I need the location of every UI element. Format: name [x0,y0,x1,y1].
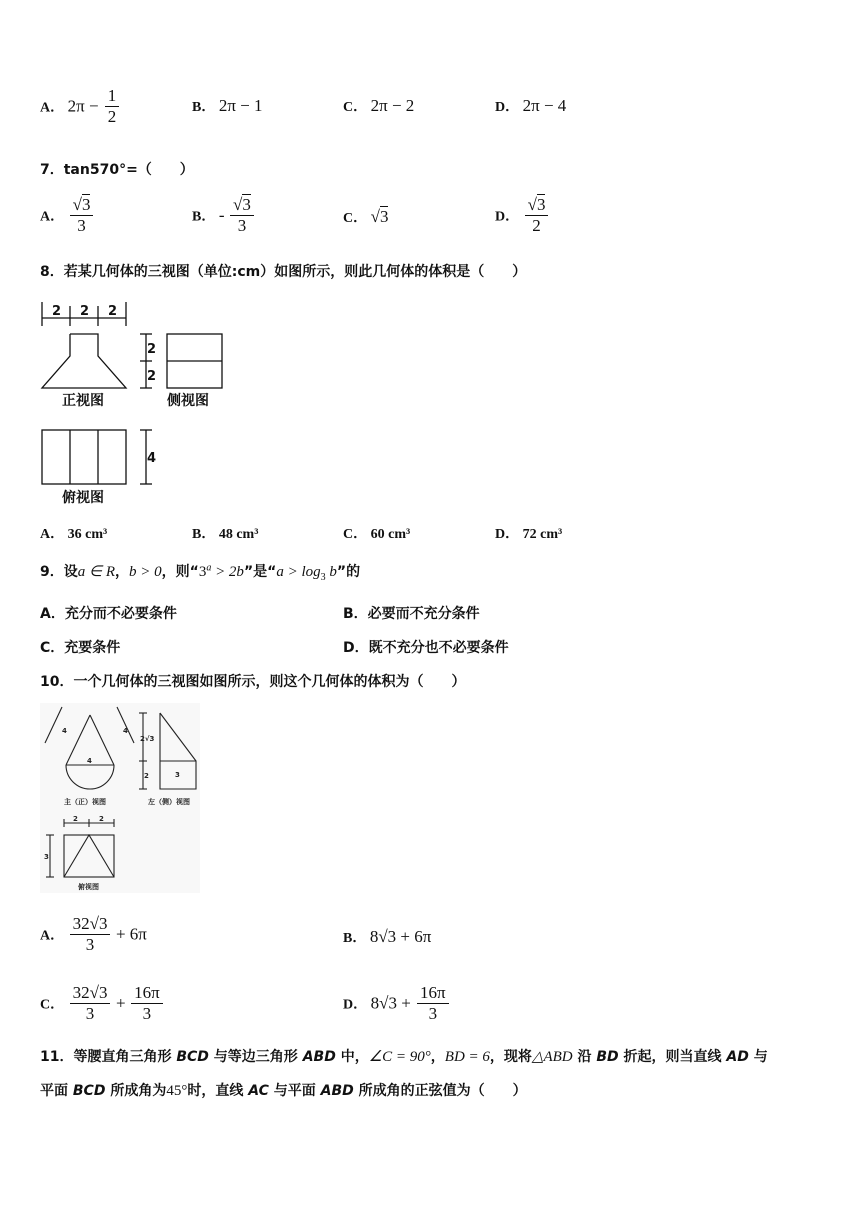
q7-option-b[interactable] [192,195,256,236]
option-label: D． [343,997,368,1013]
denominator: 3 [77,216,86,235]
q11-text: ，现将 [489,1049,532,1065]
dim-label: 2√3 [140,735,155,743]
q9-stem [40,561,360,583]
q10-three-view-figure [40,703,200,893]
q7-option-c[interactable] [343,207,388,227]
front-right-edge [90,715,114,765]
dim-label: 2 [73,815,78,823]
radicand: 3 [81,195,91,214]
option-label: A． [40,928,65,944]
q11-math: ∠C = 90° [368,1049,431,1065]
dim-line [117,707,134,743]
top-view-triangle [64,835,114,877]
side-view-caption: 左（侧）视图 [148,798,190,806]
q9-math-sup: a [206,562,212,574]
q11-math: AC [248,1083,269,1099]
option-expr: 2π − 4 [522,96,567,115]
option-label: C． [343,527,368,542]
q8-three-view-figure [36,298,236,513]
q11-math: BCD [72,1083,106,1099]
sign: - [218,205,225,225]
dim-label: 2 [147,369,157,384]
q11-math: BCD [176,1049,209,1065]
q8-stem: 8．若某几何体的三视图（单位:cm）如图所示，则此几何体的体积是（ ） [40,264,527,280]
q11-line-1 [40,1046,768,1066]
front-view-outline [42,334,126,388]
option-text: 充分而不必要条件 [64,606,177,622]
dim-label: 2 [52,304,62,319]
option-expr-tail: + 6π [115,924,147,944]
option-label: C． [343,211,368,226]
fraction [70,983,111,1024]
side-view-hypotenuse [160,713,196,761]
q9-option-b[interactable] [343,603,480,623]
q9-text: ， [114,564,129,580]
option-label: B． [343,931,367,946]
option-expr: 2π − 2 [370,96,415,115]
fraction [131,983,163,1024]
fraction [70,914,111,955]
q9-text: ”的 [336,564,361,580]
q11-text: 时，直线 [187,1083,249,1099]
q11-math: △ABD [531,1049,573,1065]
option-expr: √3 [370,207,389,226]
numerator: 16π [131,983,163,1004]
q6-option-d[interactable] [495,96,566,116]
fraction [105,86,120,127]
option-label: B． [192,527,216,542]
q11-math: BD = 6 [444,1049,490,1065]
top-view-rect [42,430,126,484]
q11-text: 11．等腰直角三角形 [40,1049,177,1065]
denominator: 3 [85,1004,95,1023]
q9-option-c[interactable] [40,637,120,657]
option-text: 48 cm³ [218,527,259,542]
q9-number: 9． [40,564,64,580]
front-semicircle [66,765,114,789]
q9-math: a ∈ R [77,564,115,580]
q11-text: 与等边三角形 [208,1049,303,1065]
q6-option-c[interactable] [343,96,414,116]
option-label: D． [495,527,520,542]
numerator: 16π [417,983,449,1004]
dim-label: 2 [144,772,149,780]
q9-option-d[interactable] [343,637,509,657]
option-label: B． [343,606,368,622]
numerator: √3 [230,195,254,216]
denominator: 2 [532,216,541,235]
option-text: 充要条件 [64,640,121,656]
fraction [417,983,449,1024]
denominator: 2 [107,107,117,126]
option-label: A． [40,209,65,225]
dim-label: 2 [99,815,104,823]
option-text: 必要而不充分条件 [367,606,480,622]
radicand: 3 [242,195,251,214]
option-expr-prefix: 8√3 + [370,993,416,1013]
q9-text: ”是“ [243,564,277,580]
q10-stem: 10．一个几何体的三视图如图所示，则这个几何体的体积为（ ） [40,674,466,690]
option-text: 36 cm³ [67,527,108,542]
dim-label: 2 [108,304,118,319]
numerator: 1 [105,86,120,107]
dim-label: 4 [147,451,157,466]
q9-text: ，则“ [161,564,199,580]
q10-option-b[interactable] [343,927,431,947]
option-label: D． [495,209,520,225]
option-label: C． [40,997,65,1013]
q8-option-c[interactable] [343,523,410,543]
option-label: B． [192,100,216,115]
q7-option-a[interactable] [40,195,95,236]
option-expr: 8√3 + 6π [369,927,432,946]
dim-label: 3 [175,771,180,779]
q11-math: ABD [320,1083,354,1099]
q6-option-a[interactable] [40,86,121,127]
dim-label: 3 [44,853,49,861]
q8-option-b[interactable] [192,523,258,543]
fraction [525,195,549,236]
option-expr-prefix: 2π − [67,96,103,116]
front-view-caption: 正视图 [62,393,104,409]
top-view-caption: 俯视图 [62,490,104,506]
q11-text: 所成角为 [105,1083,167,1099]
q11-text: 折起，则当直线 [618,1049,727,1065]
denominator: 3 [142,1004,152,1023]
option-label: C． [343,100,368,115]
q11-text: 与平面 [268,1083,321,1099]
radicand: 3 [536,195,546,214]
q11-text: 沿 [572,1049,597,1065]
q10-option-a[interactable] [40,914,147,955]
q8-option-d[interactable] [495,523,562,543]
option-label: A． [40,527,65,542]
q11-line-2 [40,1080,527,1100]
fraction [230,195,254,236]
dim-line [45,707,62,743]
option-expr: 2π − 1 [218,96,263,115]
q9-math: > 2b [211,564,244,580]
q9-option-a[interactable] [40,603,177,623]
q10-option-c[interactable] [40,983,165,1024]
option-text: 60 cm³ [370,527,411,542]
numerator: 32√3 [70,914,111,935]
q7-option-d[interactable] [495,195,550,236]
q6-option-b[interactable] [192,96,263,116]
q11-math: BD [596,1049,619,1065]
q11-math: 45° [166,1083,188,1099]
q9-math: a > log [276,564,321,580]
dim-label: 4 [123,727,128,735]
fraction [70,195,94,236]
q9-math: 3 [198,564,207,580]
numerator: 32√3 [70,983,111,1004]
option-label: A． [40,100,65,116]
dim-label: 2 [80,304,90,319]
denominator: 3 [85,935,95,954]
denominator: 3 [237,216,247,235]
q8-option-a[interactable] [40,523,107,543]
denominator: 3 [428,1004,438,1023]
q7-stem: 7．tan570°=（ ） [40,162,194,178]
option-label: D． [343,640,369,656]
q11-text: 与 [748,1049,768,1065]
q11-text: 平面 [40,1083,73,1099]
dim-label: 4 [62,727,67,735]
dim-label: 2 [147,342,157,357]
q9-math: b [325,564,337,580]
q9-text: 设 [63,564,78,580]
q11-text: 中， [335,1049,369,1065]
q9-math: b > 0 [128,564,162,580]
q9-math-sub: 3 [320,571,326,583]
top-view-rect [64,835,114,877]
top-view-caption: 俯视图 [78,883,99,891]
dim-label: 4 [87,757,92,765]
q11-text: 所成角的正弦值为（ ） [353,1083,527,1099]
option-label: B． [192,209,216,225]
option-label: A． [40,606,65,622]
option-label: D． [495,100,520,115]
q10-option-d[interactable] [343,983,451,1024]
numerator: √3 [70,195,94,216]
radicand: 3 [379,207,389,226]
q11-math: AD [726,1049,749,1065]
front-view-caption: 主（正）视图 [64,798,106,806]
option-text: 72 cm³ [522,527,563,542]
q11-text: ， [430,1049,445,1065]
q11-math: ABD [302,1049,336,1065]
option-label: C． [40,640,65,656]
numerator: √3 [525,195,549,216]
plus-sign: + [115,993,126,1013]
side-view-caption: 侧视图 [167,393,209,409]
option-text: 既不充分也不必要条件 [368,640,509,656]
